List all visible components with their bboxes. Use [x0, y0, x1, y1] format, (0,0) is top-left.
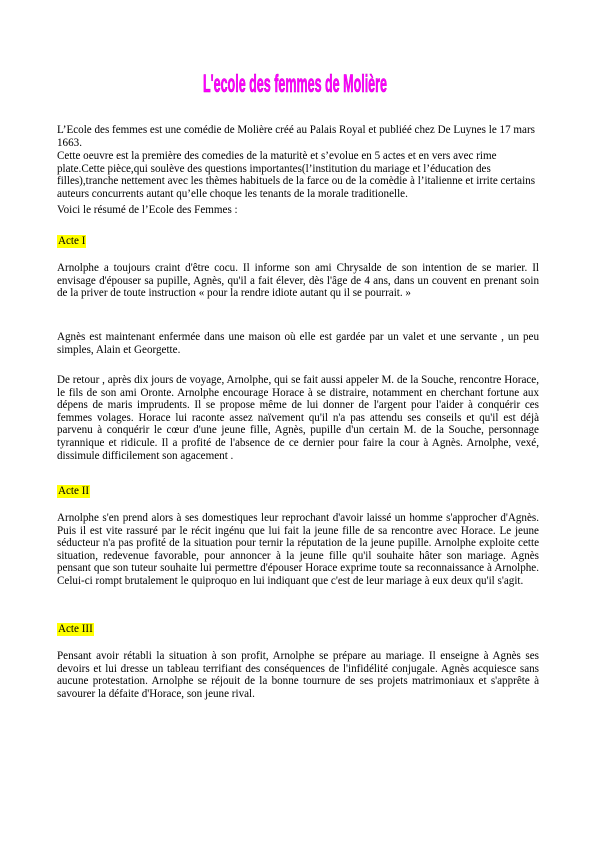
title-text: L'ecole des femmes de Molière [203, 71, 388, 98]
document-title [195, 63, 395, 103]
act-2-label: Acte II [58, 485, 90, 497]
act-2-paragraph-1: Arnolphe s'en prend alors à ses domestiques leur reprochant d'avoir laissé un homme s'approcher d'Agnès. Puis il est vite rassuré par le récit ingénu que lui fait la jeune fille de sa rencontre avec Horace. Le jeune séducteur n'a pas profité de la situation pour ternir la réputation de la jeune pupille. Arnolphe exploite cette situation, redevenue favorable, pour annoncer à la jeune fille qu'il souhaite hâter son mariage. Agnès pensant que son tuteur souhaite lui permettre d'épouser Horace exprime toute sa reconnaissance à Arnolphe. Celui-ci rompt brutalement le quiproquo en lui indiquant que c'est de leur mariage à eux deux qu'il s'agit. [57, 512, 539, 587]
wordart-title [195, 63, 395, 103]
intro-line-1: L’Ecole des femmes est une comédie de Molière créé au Palais Royal et publiéé chez De Luynes le 17 mars 1663. [57, 124, 535, 149]
intro-line-3: Voici le résumé de l’Ecole des Femmes : [57, 204, 238, 216]
act-1-paragraph-2: Agnès est maintenant enfermée dans une maison où elle est gardée par un valet et une servante , un peu simples, Alain et Georgette. [57, 331, 539, 356]
act-1-label: Acte I [58, 235, 86, 247]
act-3-paragraph-1: Pensant avoir rétabli la situation à son profit, Arnolphe se prépare au mariage. Il enseigne à Agnès ses devoirs et lui dresse un tableau terrifiant des conséquences de l'infidélité conjugale. Agnès acquiesce sans aucune protestation. Arnolphe se réjouit de la bonne tournure de ses projets matrimoniaux et s'apprête à savourer la défaite d'Horace, son jeune rival. [57, 650, 539, 700]
intro-line-2: Cette oeuvre est la première des comedies de la maturitè et s’evolue en 5 actes et en vers avec rime plate.Cette pièce,qui soulève des questions importantes(l’institution du mariage et l’éducation des filles),tranche nettement avec les thèmes habituels de la farce ou de la comèdie à l’italienne et irrite certains auteurs concurrents autant qu’elle choque les tenants de la morale traditionelle. [57, 150, 536, 200]
act-1-paragraph-1: Arnolphe a toujours craint d'être cocu. Il informe son ami Chrysalde de son intention de se marier. Il envisage d'épouser sa pupille, Agnès, qu'il a fait élever, dès l'âge de 4 ans, dans un couvent en prenant soin de la priver de toute instruction « pour la rendre idiote autant qu il se pourrait. » [57, 262, 539, 300]
act-3-label: Acte III [58, 623, 93, 635]
act-1-paragraph-3: De retour , après dix jours de voyage, Arnolphe, qui se fait aussi appeler M. de la Souche, rencontre Horace, le fils de son ami Oronte. Arnolphe encourage Horace à se distraire, notamment en cherchant fortune aux dépens de maris imprudents. Il se propose même de lui donner de l'argent pour l'aider à conquérir ces femmes volages. Horace lui raconte assez naïvement qu'il n'a pas attendu ses conseils et qu'il est déjà parvenu à conquérir le cœur d'une jeune fille, Agnès, pupille d'un certain M. de la Souche, personnage tyrannique et ridicule. Il a profité de l'absence de ce dernier pour faire la cour à Agnès. Arnolphe, vexé, dissimule difficilement son agacement . [57, 374, 539, 462]
